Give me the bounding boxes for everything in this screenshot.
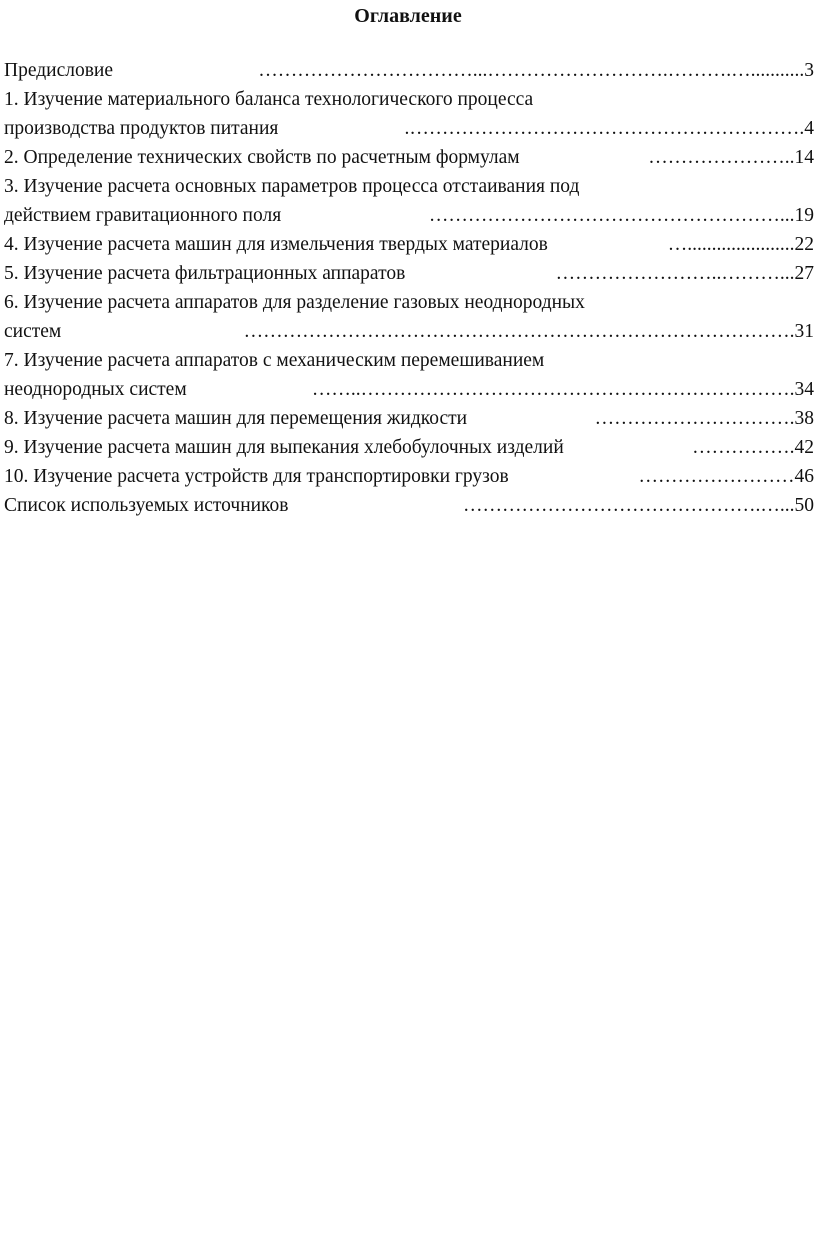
toc-dot-leader: …………………………………………………………………………. xyxy=(243,321,795,342)
toc-dot-leader: ……..…………………………………………………………. xyxy=(311,379,795,400)
toc-entry-title: 7. Изучение расчета аппаратов с механическим перемешиванием xyxy=(4,350,545,371)
toc-entry-1 xyxy=(4,114,814,143)
toc-dot-leader: ………………………………………………... xyxy=(428,205,795,226)
toc-page-number: 19 xyxy=(794,205,814,226)
toc-entry-preface xyxy=(4,56,814,85)
toc-entry-5 xyxy=(4,259,814,288)
toc-entry-title: 2. Определение технических свойств по расчетным формулам xyxy=(4,147,520,168)
toc-entry-1-line-1 xyxy=(4,85,814,114)
toc-entry-title: систем xyxy=(4,321,62,342)
page-title: Оглавление xyxy=(354,5,462,27)
toc-entry-3-line-1 xyxy=(4,172,814,201)
toc-entry-title: 6. Изучение расчета аппаратов для разделение газовых неоднородных xyxy=(4,292,585,313)
toc-entry-references xyxy=(4,491,814,520)
toc-dot-leader: ……………………………...……………………….……….…........... xyxy=(258,60,805,81)
toc-page-number: 27 xyxy=(794,263,814,284)
toc-entry-title: 8. Изучение расчета машин для перемещения жидкости xyxy=(4,408,468,429)
toc-page-number: 3 xyxy=(804,60,814,81)
toc-entry-6-line-1 xyxy=(4,288,814,317)
toc-entry-title: 3. Изучение расчета основных параметров процесса отстаивания под xyxy=(4,176,580,197)
toc-entry-title: 1. Изучение материального баланса технологического процесса xyxy=(4,89,534,110)
toc-page-number: 34 xyxy=(794,379,814,400)
toc-entry-10 xyxy=(4,462,814,491)
toc-page-number: 22 xyxy=(794,234,814,255)
toc-entry-6 xyxy=(4,317,814,346)
toc-page-number: 46 xyxy=(794,466,814,487)
toc-entry-title: 5. Изучение расчета фильтрационных аппаратов xyxy=(4,263,406,284)
toc-dot-leader: ……………………………………….…... xyxy=(463,495,795,516)
toc-entry-title: производства продуктов питания xyxy=(4,118,279,139)
toc-entry-title: действием гравитационного поля xyxy=(4,205,282,226)
toc-dot-leader: …………………………. xyxy=(594,408,795,429)
toc-entry-7-line-1 xyxy=(4,346,814,375)
toc-page-number: 31 xyxy=(794,321,814,342)
toc-entry-title: 10. Изучение расчета устройств для транспортировки грузов xyxy=(4,466,509,487)
toc-entry-3 xyxy=(4,201,814,230)
toc-entry-title: Предисловие xyxy=(4,60,114,81)
toc-dot-leader: …………………… xyxy=(638,466,795,487)
toc-page-number: 42 xyxy=(794,437,814,458)
toc-entry-title: 4. Изучение расчета машин для измельчения твердых материалов xyxy=(4,234,548,255)
toc-page-number: 4 xyxy=(804,118,814,139)
toc-page-number: 38 xyxy=(794,408,814,429)
table-of-contents xyxy=(4,56,814,520)
toc-entry-title: 9. Изучение расчета машин для выпекания хлебобулочных изделий xyxy=(4,437,564,458)
toc-entry-8 xyxy=(4,404,814,433)
toc-dot-leader: ……………. xyxy=(692,437,795,458)
toc-dot-leader: ………………….. xyxy=(648,147,795,168)
toc-dot-leader: ……………………..………... xyxy=(555,263,795,284)
toc-dot-leader: …...................... xyxy=(667,234,795,255)
toc-entry-2 xyxy=(4,143,814,172)
toc-entry-4 xyxy=(4,230,814,259)
toc-entry-title: неоднородных систем xyxy=(4,379,187,400)
toc-entry-title: Список используемых источников xyxy=(4,495,289,516)
toc-dot-leader: .……………………………………………………. xyxy=(404,118,805,139)
toc-page-number: 14 xyxy=(794,147,814,168)
toc-page-number: 50 xyxy=(794,495,814,516)
toc-entry-7 xyxy=(4,375,814,404)
toc-entry-9 xyxy=(4,433,814,462)
